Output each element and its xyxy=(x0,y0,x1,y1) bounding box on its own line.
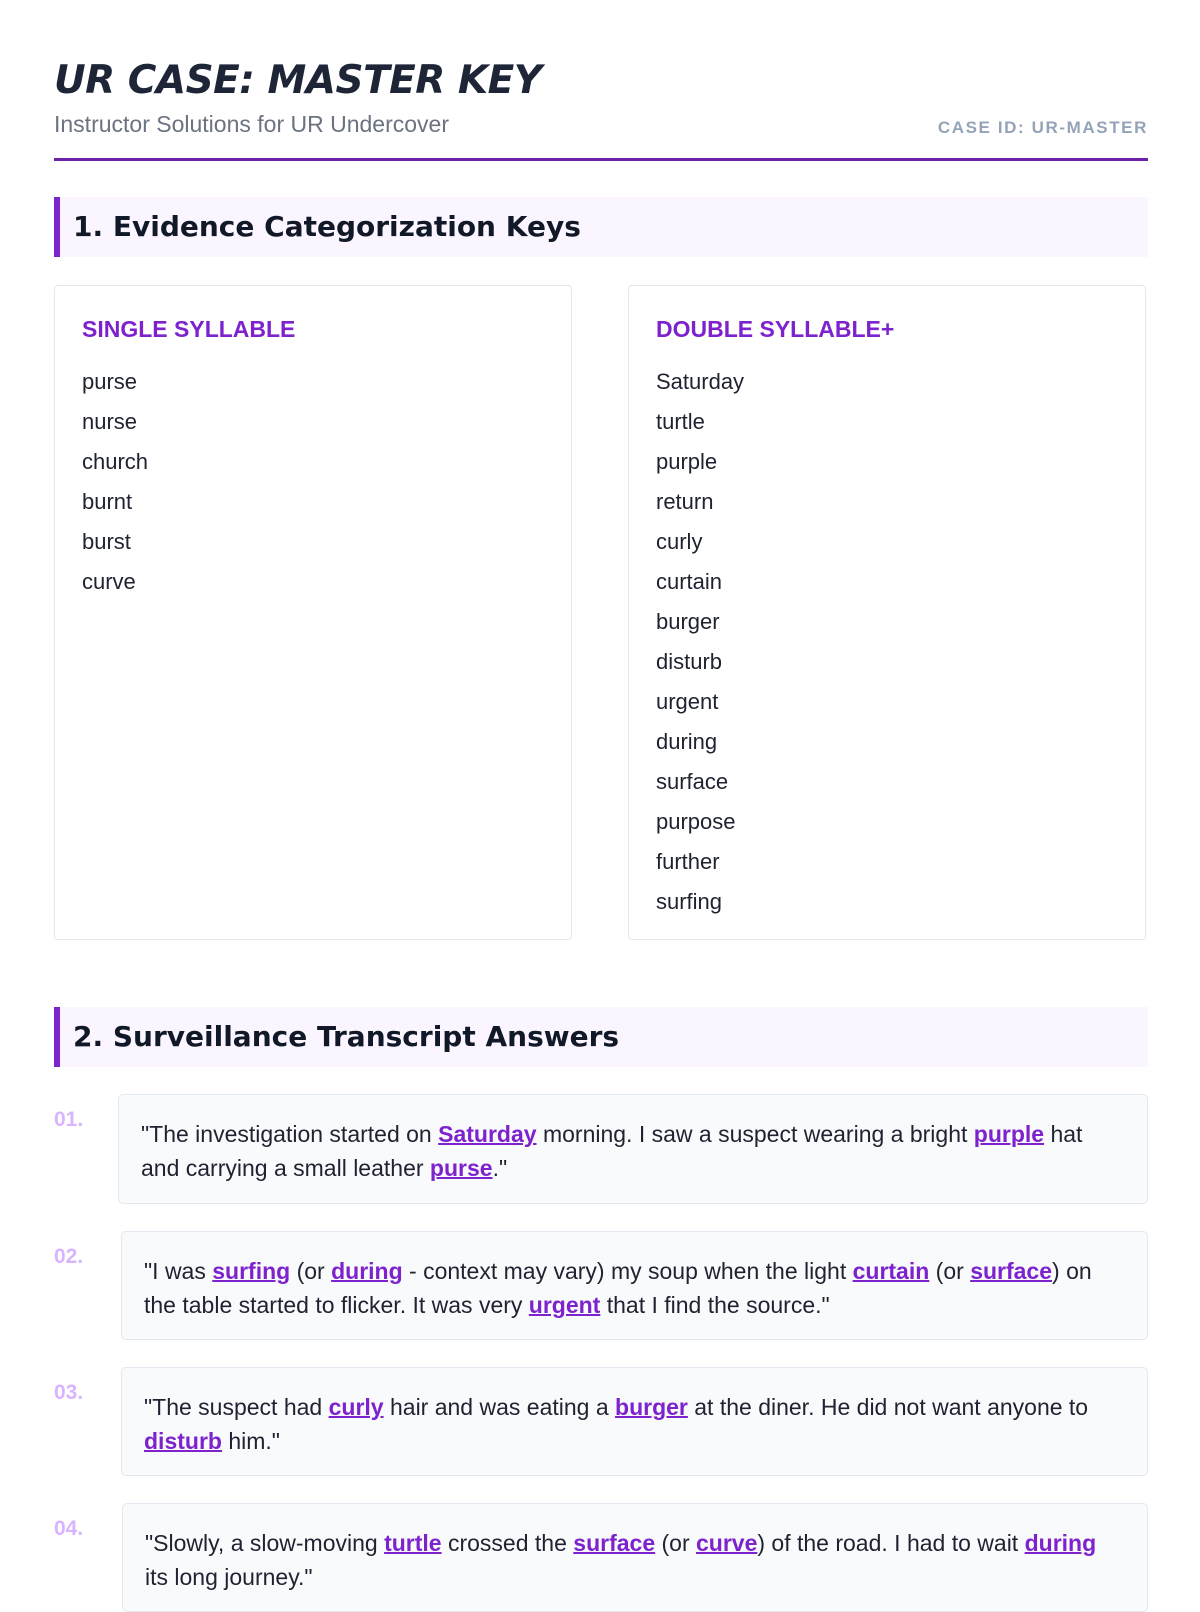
word-item: surfing xyxy=(656,889,723,914)
answer-number: 04. xyxy=(54,1517,84,1540)
word-item: church xyxy=(82,449,149,474)
word-item: curve xyxy=(82,569,136,594)
answer-number: 02. xyxy=(54,1245,84,1268)
word-item: Saturday xyxy=(656,369,745,394)
section-evidence-title: 1. Evidence Categorization Keys xyxy=(73,210,581,243)
answer-text: "I was surfing (or during - context may vary) my soup when the light curtain (or surface) on the table started to flicker. It was very urgent that I find the source." xyxy=(121,1231,1148,1340)
word-item: purpose xyxy=(656,809,736,834)
word-item: disturb xyxy=(656,649,723,674)
double-syllable-card xyxy=(628,285,1146,940)
answer-word: surface xyxy=(573,1530,656,1556)
page-title: UR CASE: MASTER KEY xyxy=(54,58,542,103)
answer-word: curve xyxy=(696,1530,758,1556)
answer-word: purple xyxy=(973,1121,1045,1147)
word-item: further xyxy=(656,849,720,874)
answer-text: "The suspect had curly hair and was eating a burger at the diner. He did not want anyone to disturb him." xyxy=(121,1367,1148,1476)
word-item: nurse xyxy=(82,409,138,434)
word-item: curtain xyxy=(656,569,723,594)
answer-word: surface xyxy=(970,1258,1053,1284)
case-id-label: CASE ID: UR-MASTER xyxy=(937,118,1148,137)
answer-text: "Slowly, a slow-moving turtle crossed the surface (or curve) of the road. I had to wait during its long journey." xyxy=(122,1503,1148,1612)
answer-word: purse xyxy=(429,1155,493,1181)
answer-word: urgent xyxy=(528,1292,601,1318)
answer-word: turtle xyxy=(384,1530,442,1556)
answer-word: surfing xyxy=(212,1258,291,1284)
word-item: burger xyxy=(656,609,720,634)
word-item: purple xyxy=(656,449,718,474)
word-item: burnt xyxy=(82,489,133,514)
single-syllable-list xyxy=(82,362,148,602)
section-transcript-header xyxy=(54,1007,1148,1067)
single-syllable-heading: SINGLE SYLLABLE xyxy=(82,316,296,342)
single-syllable-card xyxy=(54,285,572,940)
answer-word: disturb xyxy=(144,1428,222,1454)
answer-number: 03. xyxy=(54,1381,84,1404)
page-subtitle: Instructor Solutions for UR Undercover xyxy=(54,111,449,137)
answer-word: burger xyxy=(615,1394,688,1420)
word-item: return xyxy=(656,489,714,514)
word-item: turtle xyxy=(656,409,705,434)
word-item: urgent xyxy=(656,689,719,714)
answer-word: curtain xyxy=(852,1258,930,1284)
answer-word: Saturday xyxy=(438,1121,537,1147)
word-item: purse xyxy=(82,369,138,394)
answer-word: curly xyxy=(328,1394,384,1420)
section-transcript-title: 2. Surveillance Transcript Answers xyxy=(73,1020,620,1053)
double-syllable-heading: DOUBLE SYLLABLE+ xyxy=(656,316,895,342)
section-evidence-header xyxy=(54,197,1148,257)
header xyxy=(54,58,1148,161)
word-item: curly xyxy=(656,529,703,554)
answer-text: "The investigation started on Saturday morning. I saw a suspect wearing a bright purple hat and carrying a small leather purse." xyxy=(118,1094,1148,1204)
word-item: burst xyxy=(82,529,131,554)
answer-word: during xyxy=(331,1258,403,1284)
word-item: during xyxy=(656,729,718,754)
double-syllable-list xyxy=(656,362,744,922)
word-item: surface xyxy=(656,769,729,794)
answer-word: during xyxy=(1024,1530,1097,1556)
answer-number: 01. xyxy=(54,1108,84,1131)
